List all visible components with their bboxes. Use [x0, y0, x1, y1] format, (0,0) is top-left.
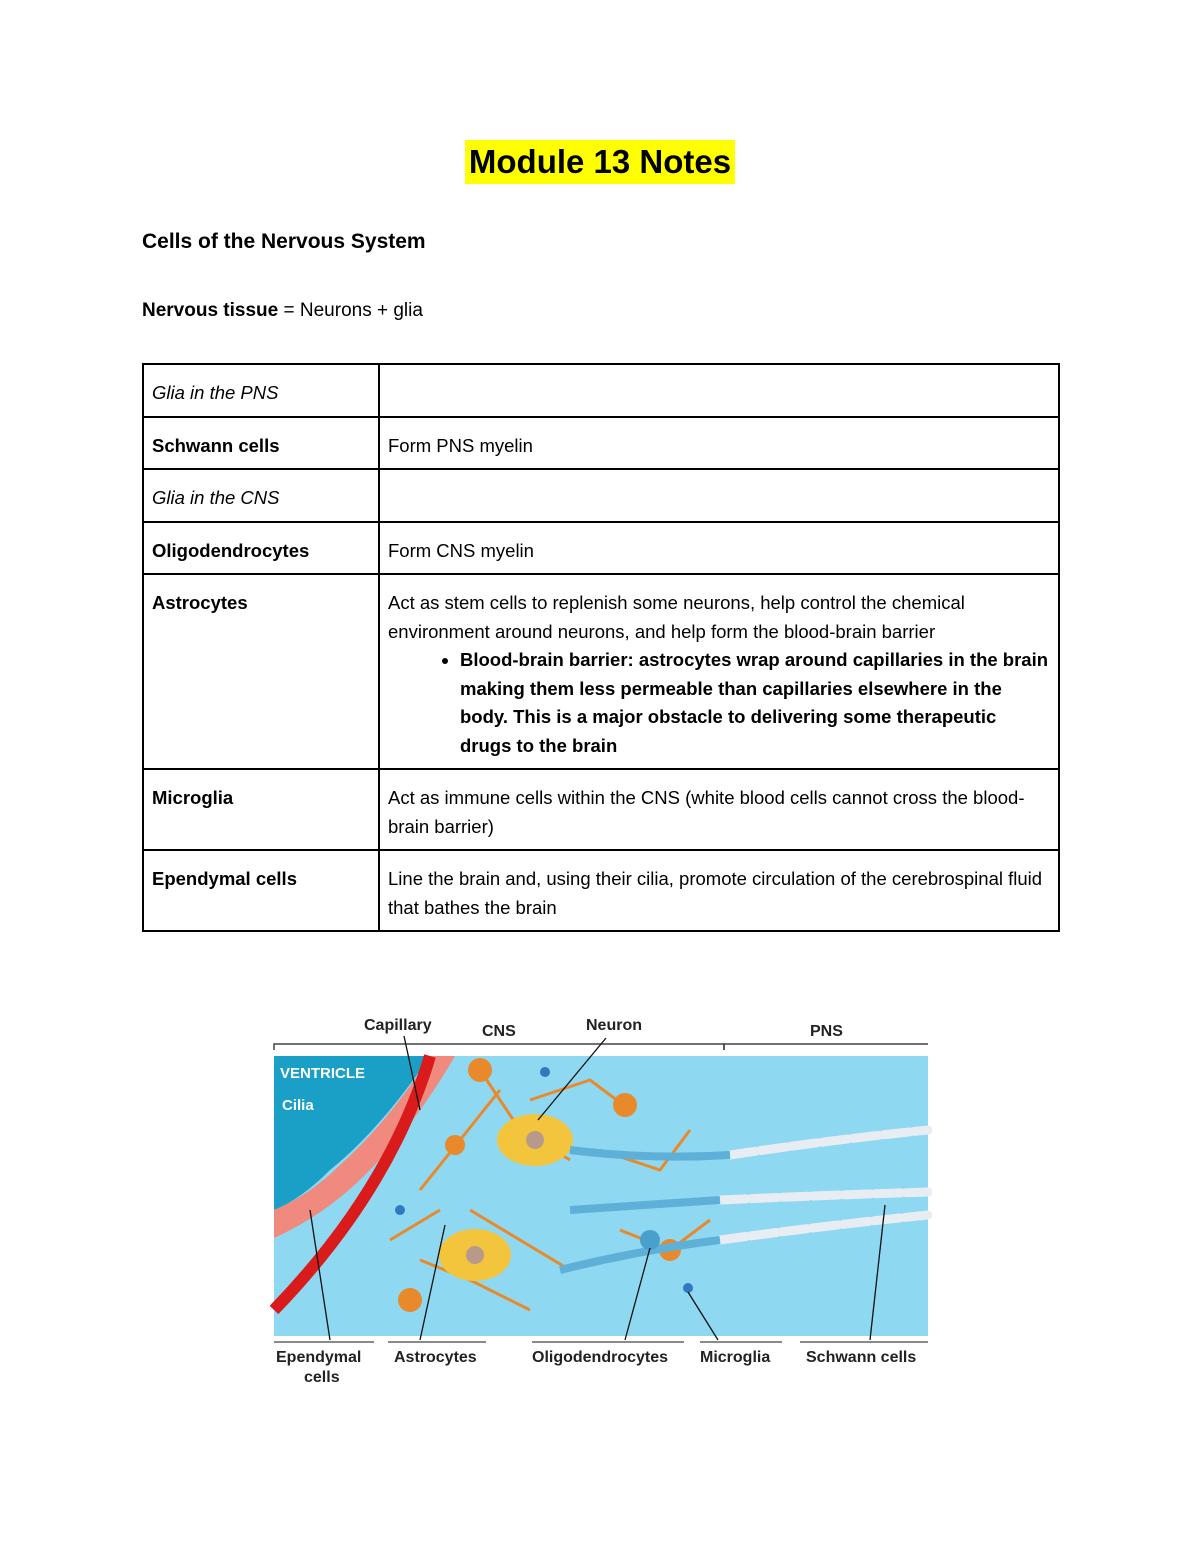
- definition-rest: = Neurons + glia: [278, 300, 423, 321]
- label-oligodendrocytes: Oligodendrocytes: [532, 1349, 669, 1366]
- table-row: [143, 850, 1059, 931]
- glia-figure: [270, 1010, 932, 1390]
- row-desc: [379, 364, 1059, 417]
- row-name: Oligodendrocytes: [143, 522, 379, 575]
- label-neuron: Neuron: [586, 1017, 642, 1034]
- neuron-nucleus: [466, 1246, 484, 1264]
- astrocyte-cell: [613, 1093, 637, 1117]
- row-desc: Act as immune cells within the CNS (white blood cells cannot cross the blood-brain barrier): [379, 769, 1059, 850]
- label-ependymal-cells: cells: [304, 1369, 340, 1386]
- label-schwann-cells: Schwann cells: [806, 1349, 917, 1366]
- microglia-cell: [540, 1067, 550, 1077]
- bullet-item: • Blood-brain barrier: astrocytes wrap around capillaries in the brain making them less permeable than capillaries elsewhere in the body. This is a major obstacle to delivering some therapeutic drugs to the brain: [460, 646, 1050, 760]
- definition-line: [142, 300, 423, 322]
- row-name: Schwann cells: [143, 417, 379, 470]
- title-wrap: [0, 140, 1200, 184]
- label-cns: CNS: [482, 1023, 516, 1040]
- row-name: Glia in the PNS: [143, 364, 379, 417]
- table-row: [143, 364, 1059, 417]
- definition-term: Nervous tissue: [142, 300, 279, 321]
- microglia-cell: [683, 1283, 693, 1293]
- row-name: Glia in the CNS: [143, 469, 379, 522]
- row-desc: Act as stem cells to replenish some neurons, help control the chemical environment around neurons, and help form the blood-brain barrier: [388, 592, 965, 642]
- row-desc: Line the brain and, using their cilia, promote circulation of the cerebrospinal fluid that bathes the brain: [379, 850, 1059, 931]
- row-name: Ependymal cells: [143, 850, 379, 931]
- label-capillary: Capillary: [364, 1017, 432, 1034]
- label-astrocytes: Astrocytes: [394, 1349, 477, 1366]
- table-row: [143, 769, 1059, 850]
- row-desc: Form CNS myelin: [379, 522, 1059, 575]
- glia-illustration: [270, 1010, 932, 1390]
- table-row: [143, 417, 1059, 470]
- neuron-nucleus: [526, 1131, 544, 1149]
- oligodendrocyte-cell: [640, 1230, 660, 1250]
- row-desc: Form PNS myelin: [379, 417, 1059, 470]
- glia-table: [142, 363, 1060, 932]
- label-microglia: Microglia: [700, 1349, 771, 1366]
- table-row: [143, 522, 1059, 575]
- section-heading: Cells of the Nervous System: [142, 230, 426, 253]
- row-desc: [379, 469, 1059, 522]
- astrocyte-cell: [398, 1288, 422, 1312]
- pns-bracket: [724, 1044, 928, 1050]
- astrocyte-cell: [468, 1058, 492, 1082]
- row-name: Astrocytes: [143, 574, 379, 769]
- microglia-cell: [395, 1205, 405, 1215]
- astrocyte-cell: [445, 1135, 465, 1155]
- table-row: [143, 469, 1059, 522]
- label-ependymal: Ependymal: [276, 1349, 362, 1366]
- page-title: Module 13 Notes: [465, 140, 735, 184]
- bullet-list: [388, 646, 1050, 760]
- row-desc-cell: [379, 574, 1059, 769]
- label-cilia: Cilia: [282, 1097, 314, 1114]
- table-row: [143, 574, 1059, 769]
- label-ventricle: VENTRICLE: [280, 1065, 366, 1082]
- label-pns: PNS: [810, 1023, 843, 1040]
- cns-bracket: [274, 1044, 724, 1050]
- row-name: Microglia: [143, 769, 379, 850]
